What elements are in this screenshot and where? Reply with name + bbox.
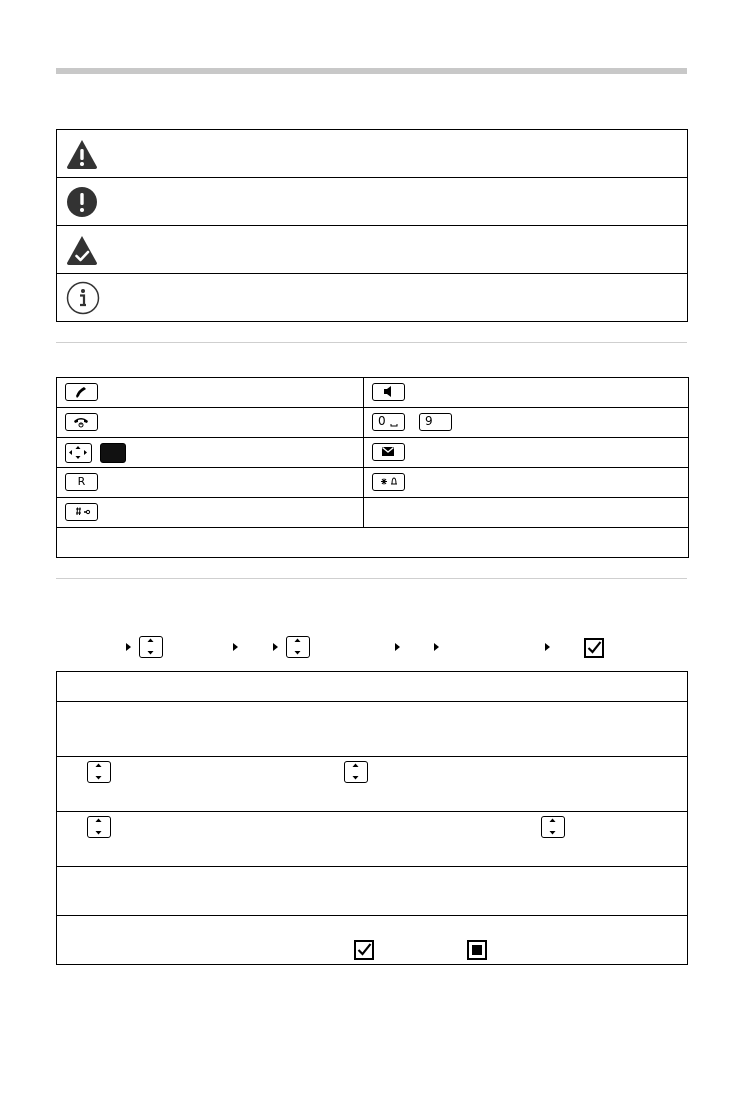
steps-table	[56, 671, 688, 965]
message-key-icon	[372, 443, 405, 461]
star-key-icon	[372, 473, 405, 491]
nav-up-down-icon	[541, 816, 565, 838]
hash-key-icon	[65, 503, 98, 521]
safety-notes-table	[56, 129, 688, 322]
speaker-key-icon	[372, 383, 405, 401]
display-key-icon	[100, 443, 126, 463]
arrow-right-icon	[126, 643, 131, 651]
warning-triangle-icon	[66, 138, 98, 170]
nav-up-down-icon	[286, 636, 310, 658]
key-row	[57, 498, 689, 528]
safety-row-caution	[57, 178, 688, 226]
arrow-right-icon	[434, 643, 439, 651]
key-row	[57, 408, 689, 438]
control-key-icon	[65, 443, 92, 463]
nav-up-down-icon	[87, 816, 111, 838]
nav-up-down-icon	[139, 636, 163, 658]
check-triangle-icon	[66, 234, 98, 266]
checkbox-checked-icon	[584, 638, 604, 658]
safety-row-ok	[57, 226, 688, 274]
end-key-icon	[65, 413, 98, 431]
header-rule	[56, 68, 687, 74]
checkbox-filled-icon	[467, 940, 487, 960]
nav-up-down-icon	[344, 761, 368, 783]
step-row	[57, 702, 688, 757]
exclamation-circle-icon	[66, 186, 98, 218]
arrow-right-icon	[395, 643, 400, 651]
arrow-right-icon	[273, 643, 278, 651]
step-row	[57, 672, 688, 702]
step-row	[57, 916, 688, 965]
talk-key-icon	[65, 383, 98, 401]
key-row	[57, 468, 689, 498]
step-row	[57, 757, 688, 812]
key-note-row	[57, 528, 689, 558]
key-row	[57, 378, 689, 408]
safety-row-warning	[57, 130, 688, 178]
checkbox-checked-icon	[354, 940, 374, 960]
arrow-right-icon	[545, 643, 550, 651]
safety-row-info	[57, 274, 688, 322]
arrow-right-icon	[233, 643, 238, 651]
nav-up-down-icon	[87, 761, 111, 783]
info-circle-icon	[66, 281, 100, 315]
key-row	[57, 438, 689, 468]
step-row	[57, 812, 688, 867]
digit-0-key-icon: 0	[372, 413, 405, 431]
digit-9-key-icon: 9	[419, 413, 452, 431]
r-key-icon: R	[65, 473, 98, 491]
step-row	[57, 867, 688, 916]
section-divider	[56, 342, 687, 343]
section-divider	[56, 578, 687, 579]
keys-table	[56, 377, 689, 558]
